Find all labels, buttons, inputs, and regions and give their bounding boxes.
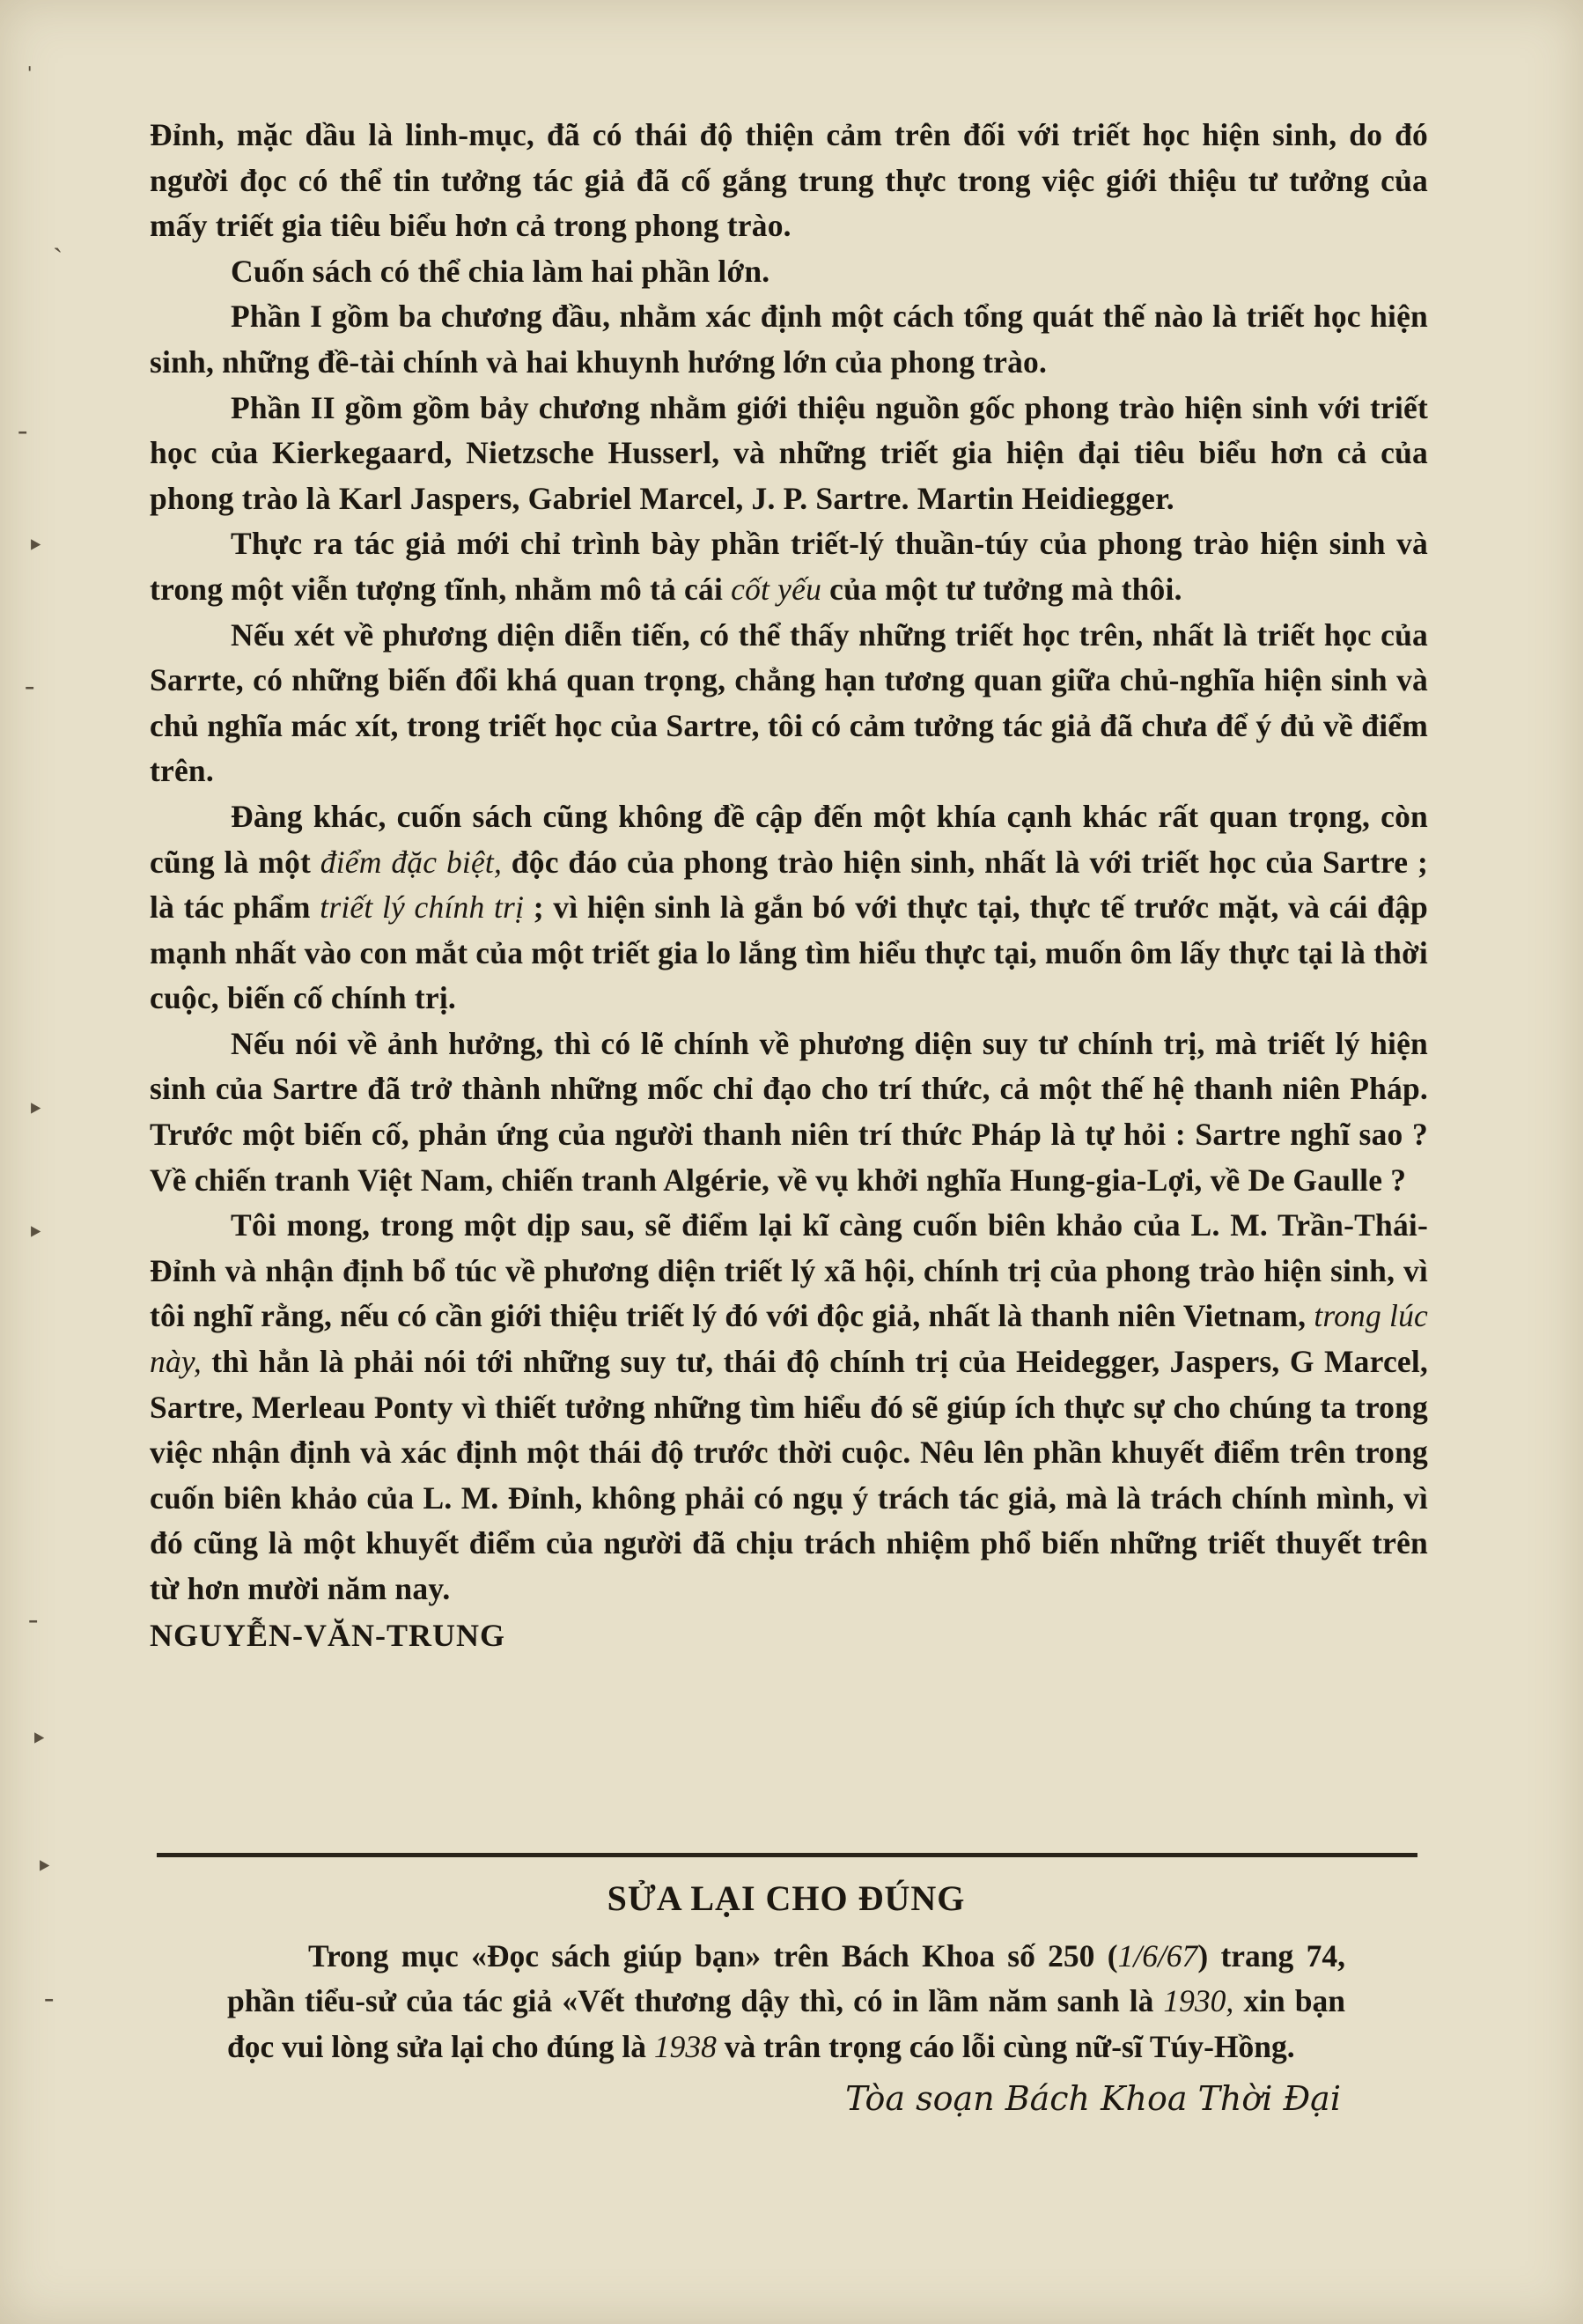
margin-mark: ‣ (35, 1851, 54, 1884)
text-run: Phần II gồm gồm bảy chương nhằm giới thiệu nguồn gốc phong trào hiện sinh với triết học của Kierkegaard, Nietzsche Husserl, và những triết gia hiện đại tiêu biểu hơn cả của phong trào là Karl Jaspers, Gabriel Marcel, J. P. Sartre. Martin Heidiegger. (150, 389, 1428, 516)
text-run: Trong mục «Đọc sách giúp bạn» trên Bách Khoa số 250 ( (308, 1937, 1118, 1974)
margin-mark: - (18, 414, 28, 446)
emphasized-text: cốt yếu (731, 571, 822, 607)
text-run: Thực ra tác giả mới chỉ trình bày phần triết-lý thuần-túy của phong trào hiện sinh và trong một viễn tượng tĩnh, nhằm mô tả cái (150, 526, 1428, 607)
correction-text (227, 1934, 1345, 2070)
margin-marks (0, 0, 79, 2324)
margin-mark: - (44, 1981, 55, 2014)
article-body (150, 113, 1428, 1658)
text-run: Đỉnh, mặc dầu là linh-mục, đã có thái độ thiện cảm trên đối với triết học hiện sinh, do đó người đọc có thể tin tưởng tác giả đã cố gắng trung thực trong việc giới thiệu tư tưởng của mấy triết gia tiêu biểu hơn cả trong phong trào. (150, 117, 1428, 244)
text-run: Nếu xét về phương diện diễn tiến, có thể thấy những triết học trên, nhất là triết học của Sarrte, có những biến đổi khá quan trọng, chẳng hạn tương quan giữa chủ-nghĩa hiện sinh và chủ nghĩa mác xít, trong triết học của Sartre, tôi có cảm tưởng tác giả đã chưa để ý đủ về điểm trên. (150, 616, 1428, 789)
correction-title: SỬA LẠI CHO ĐÚNG (607, 1878, 966, 1918)
text-run: Nếu nói về ảnh hưởng, thì có lẽ chính về phương diện suy tư chính trị, mà triết lý hiện sinh của Sartre đã trở thành những mốc chỉ đạo cho trí thức, cả một thế hệ thanh niên Pháp. Trước một biến cố, phản ứng của người thanh niên trí thức Pháp là tự hỏi : Sartre nghĩ sao ? Về chiến tranh Việt Nam, chiến tranh Algérie, về vụ khởi nghĩa Hung-gia-Lợi, về De Gaulle ? (150, 1025, 1428, 1198)
margin-mark: ˈ (25, 62, 35, 94)
article-paragraph (150, 794, 1428, 1022)
emphasized-text: triết lý chính trị (320, 889, 525, 926)
emphasized-text: điểm đặc biệt, (320, 844, 503, 880)
emphasized-text: trong lúc này, (150, 1298, 1429, 1380)
margin-mark: - (25, 669, 35, 702)
article-paragraph (150, 294, 1428, 385)
author-signature: NGUYỄN-VĂN-TRUNG (150, 1617, 505, 1653)
text-run: của một tư tưởng mà thôi. (821, 571, 1182, 607)
article-paragraph (150, 113, 1428, 249)
margin-mark: ‣ (26, 1094, 45, 1126)
text-run: Cuốn sách có thể chia làm hai phần lớn. (231, 253, 770, 289)
section-divider (157, 1853, 1417, 1857)
text-run: Phần I gồm ba chương đầu, nhằm xác định một cách tổng quát thế nào là triết học hiện sinh, những đề-tài chính và hai khuynh hướng lớn của phong trào. (150, 299, 1428, 380)
article-paragraph (150, 386, 1428, 522)
margin-mark: ˎ (53, 220, 63, 253)
text-run: và trân trọng cáo lỗi cùng nữ-sĩ Túy-Hồng. (716, 2028, 1295, 2064)
article-paragraph (150, 1203, 1428, 1612)
emphasized-text: 1938 (653, 2028, 717, 2064)
article-paragraph (150, 521, 1428, 612)
article-paragraph (150, 1022, 1428, 1203)
emphasized-text: 1/6/67 (1117, 1937, 1198, 1974)
margin-mark: - (28, 1603, 39, 1635)
text-run: độc đáo của phong trào hiện sinh, nhất là với triết học của Sartre ; là tác phẩm (150, 844, 1428, 926)
article-paragraph (150, 613, 1428, 794)
text-run: ; vì hiện sinh là gắn bó với thực tại, thực tế trước mặt, và cái đập mạnh nhất vào con mắt của một triết gia lo lắng tìm hiểu thực tại, muốn ôm lấy thực tại là thời cuộc, biến cố chính trị. (150, 889, 1429, 1016)
emphasized-text: 1930, (1163, 1983, 1234, 2019)
article-paragraph (150, 249, 1428, 295)
text-run: xin bạn đọc vui lòng sửa lại cho đúng là (227, 1983, 1345, 2064)
margin-mark: ‣ (26, 530, 45, 563)
correction-notice (227, 1876, 1345, 2122)
text-run: thì hẳn là phải nói tới những suy tư, thái độ chính trị của Heidegger, Jaspers, G Marcel, Sartre, Merleau Ponty vì thiết tưởng những tìm hiểu đó sẽ giúp ích thực sự cho chúng ta trong việc nhận định và xác định một thái độ trước thời cuộc. Nêu lên phần khuyết điểm trên trong cuốn biên khảo của L. M. Đỉnh, không phải có ngụ ý trách tác giả, mà là trách chính mình, vì đó cũng là một khuyết điểm của người đã chịu trách nhiệm phổ biến những triết thuyết trên từ hơn mười năm nay. (150, 1344, 1428, 1606)
text-run: Đàng khác, cuốn sách cũng không đề cập đến một khía cạnh khác rất quan trọng, còn cũng là một (150, 798, 1428, 880)
text-run: ) trang 74, phần tiểu-sử của tác giả «Vết thương dậy thì, có in lầm năm sanh là (227, 1937, 1345, 2019)
text-run: Tôi mong, trong một dịp sau, sẽ điểm lại kĩ càng cuốn biên khảo của L. M. Trần-Thái-Đỉnh và nhận định bổ túc về phương diện triết lý xã hội, chính trị của phong trào hiện sinh, vì tôi nghĩ rằng, nếu có cần giới thiệu triết lý đó với độc giả, nhất là thanh niên Vietnam, (150, 1207, 1428, 1334)
margin-mark: ‣ (30, 1723, 48, 1756)
margin-mark: ‣ (26, 1217, 45, 1250)
correction-credit: Tòa soạn Bách Khoa Thời Đại (845, 2079, 1341, 2119)
